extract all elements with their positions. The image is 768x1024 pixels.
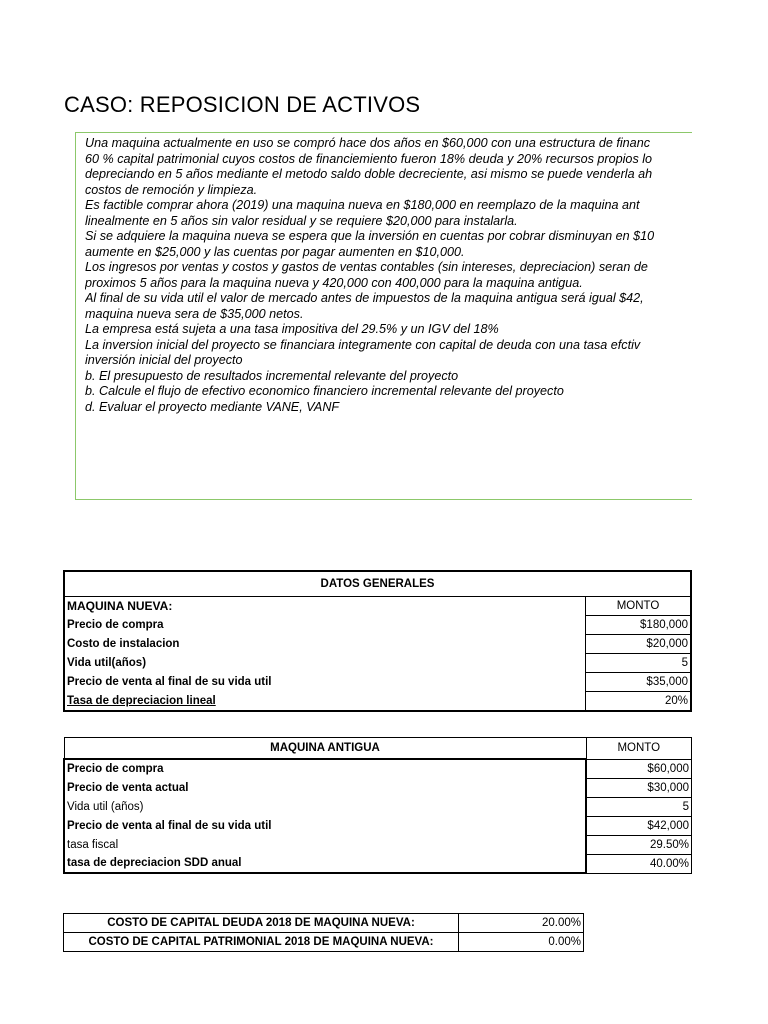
datos-generales-table bbox=[63, 570, 692, 712]
row-value[interactable]: 0.00% bbox=[459, 933, 584, 952]
row-label: Precio de venta actual bbox=[64, 778, 586, 797]
case-line: proximos 5 años para la maquina nueva y 420,000 con 400,000 para la maquina antigua. bbox=[85, 275, 583, 290]
row-label: tasa de depreciacion SDD anual bbox=[64, 854, 586, 873]
row-value[interactable]: $180,000 bbox=[586, 616, 692, 635]
maquina-antigua-header: MAQUINA ANTIGUA bbox=[64, 738, 586, 760]
row-label: Tasa de depreciacion lineal bbox=[64, 692, 586, 712]
case-line: depreciando en 5 años mediante el metodo saldo doble decreciente, asi mismo se puede venderla ah bbox=[85, 167, 653, 181]
case-line: 60 % capital patrimonial cuyos costos de financiemiento fueron 18% deuda y 20% recursos propios lo bbox=[85, 151, 653, 166]
case-line: Al final de su vida util el valor de mercado antes de impuestos de la maquina antigua será igual $42, bbox=[85, 291, 644, 305]
datos-generales-header: DATOS GENERALES bbox=[64, 571, 691, 597]
case-line: d. Evaluar el proyecto mediante VANE, VANF bbox=[85, 399, 340, 414]
row-value[interactable]: $35,000 bbox=[586, 673, 692, 692]
row-value[interactable]: 20% bbox=[586, 692, 692, 712]
row-label: Vida util(años) bbox=[64, 654, 586, 673]
case-line: aumente en $25,000 y las cuentas por pagar aumenten en $10,000. bbox=[85, 244, 465, 259]
table-row bbox=[64, 933, 584, 952]
case-line: b. Calcule el flujo de efectivo economico financiero incremental relevante del proyecto bbox=[85, 384, 564, 398]
row-value[interactable]: $42,000 bbox=[586, 816, 692, 835]
case-line: maquina nueva sera de $35,000 netos. bbox=[85, 306, 304, 321]
row-label: Costo de instalacion bbox=[64, 635, 586, 654]
case-line: Es factible comprar ahora (2019) una maquina nueva en $180,000 en reemplazo de la maquina ant bbox=[85, 198, 640, 212]
row-label: Vida util (años) bbox=[64, 797, 586, 816]
table-row bbox=[64, 835, 692, 854]
case-line: linealmente en 5 años sin valor residual y se requiere $20,000 para instalarla. bbox=[85, 213, 518, 228]
table-row bbox=[64, 692, 691, 712]
case-line: costos de remoción y limpieza. bbox=[85, 182, 258, 197]
case-line: Una maquina actualmente en uso se compró hace dos años en $60,000 con una estructura de financ bbox=[85, 136, 650, 150]
maquina-antigua-table bbox=[63, 737, 692, 874]
row-label: tasa fiscal bbox=[64, 835, 586, 854]
case-line: Si se adquiere la maquina nueva se espera que la inversión en cuentas por cobrar disminuyan en $10 bbox=[85, 229, 655, 243]
table-row bbox=[64, 616, 691, 635]
monto-header: MONTO bbox=[586, 738, 692, 760]
table-row bbox=[64, 673, 691, 692]
row-label: Precio de venta al final de su vida util bbox=[64, 673, 586, 692]
maquina-nueva-label: MAQUINA NUEVA: bbox=[64, 597, 586, 616]
row-value[interactable]: 20.00% bbox=[459, 914, 584, 933]
case-line: La inversion inicial del proyecto se financiara integramente con capital de deuda con una tasa efctiv bbox=[85, 337, 641, 352]
row-value[interactable]: 5 bbox=[586, 797, 692, 816]
row-value[interactable]: $60,000 bbox=[586, 759, 692, 778]
row-value[interactable]: $20,000 bbox=[586, 635, 692, 654]
row-label: Precio de compra bbox=[64, 616, 586, 635]
row-label: COSTO DE CAPITAL DEUDA 2018 DE MAQUINA NUEVA: bbox=[64, 914, 459, 933]
costo-capital-table bbox=[63, 913, 584, 952]
table-row bbox=[64, 654, 691, 673]
row-label: COSTO DE CAPITAL PATRIMONIAL 2018 DE MAQUINA NUEVA: bbox=[64, 933, 459, 952]
row-label: Precio de compra bbox=[64, 759, 586, 778]
monto-header: MONTO bbox=[586, 597, 692, 616]
row-value[interactable]: 5 bbox=[586, 654, 692, 673]
table-row bbox=[64, 816, 692, 835]
case-line: b. El presupuesto de resultados incremental relevante del proyecto bbox=[85, 368, 459, 383]
table-row bbox=[64, 797, 692, 816]
case-description bbox=[85, 136, 692, 415]
row-label: Precio de venta al final de su vida util bbox=[64, 816, 586, 835]
row-value[interactable]: 29.50% bbox=[586, 835, 692, 854]
table-row bbox=[64, 914, 584, 933]
case-line: Los ingresos por ventas y costos y gastos de ventas contables (sin intereses, depreciacion) seran de bbox=[85, 260, 648, 274]
table-row bbox=[64, 854, 692, 873]
case-line: inversión inicial del proyecto bbox=[85, 353, 243, 367]
table-row bbox=[64, 635, 691, 654]
row-value[interactable]: 40.00% bbox=[586, 854, 692, 873]
row-value[interactable]: $30,000 bbox=[586, 778, 692, 797]
page-title: CASO: REPOSICION DE ACTIVOS bbox=[64, 92, 421, 117]
table-row bbox=[64, 759, 692, 778]
case-line: La empresa está sujeta a una tasa impositiva del 29.5% y un IGV del 18% bbox=[85, 322, 499, 336]
table-row bbox=[64, 778, 692, 797]
